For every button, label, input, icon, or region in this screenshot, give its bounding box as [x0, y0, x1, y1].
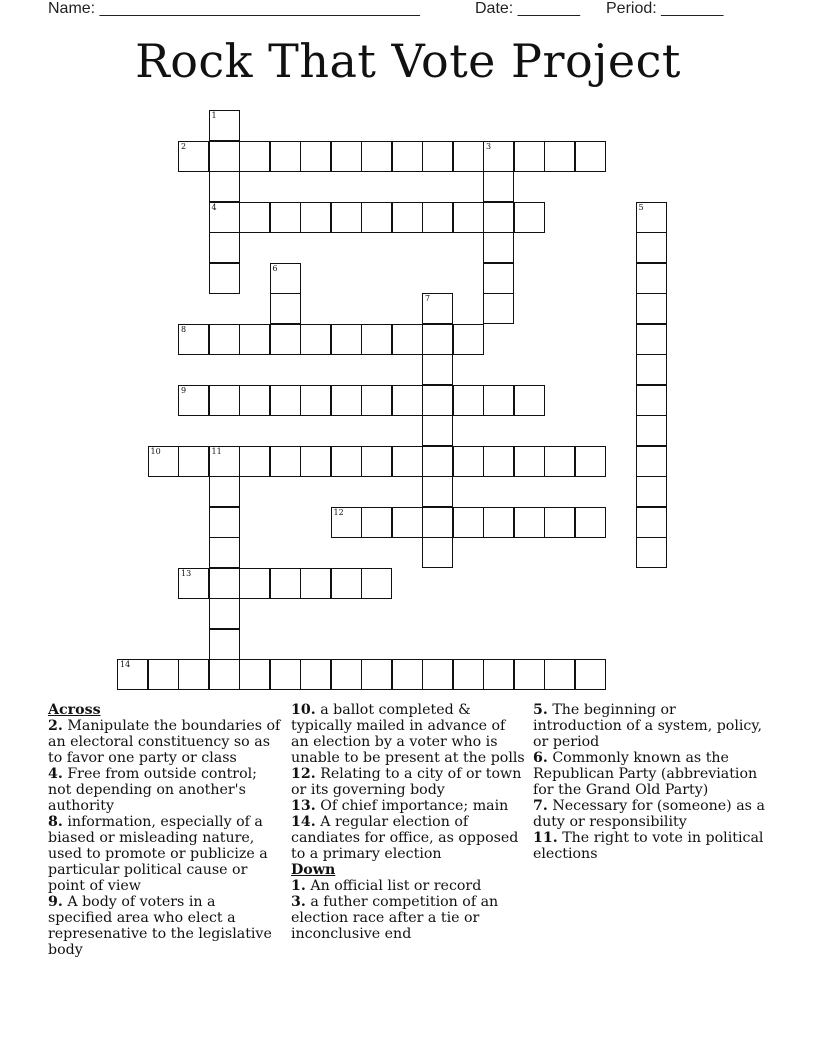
grid-cell[interactable] [178, 324, 209, 355]
clue-number: 8. [48, 814, 63, 830]
down-heading: Down [291, 862, 336, 878]
grid-cell[interactable] [636, 293, 667, 324]
clue-number-label: 14 [120, 660, 131, 669]
clue-number: 2. [48, 718, 63, 734]
grid-cell[interactable] [361, 141, 392, 172]
grid-cell[interactable] [331, 385, 362, 416]
clues-column-2 [291, 702, 527, 942]
clue-number-label: 2 [181, 141, 187, 151]
clue-number-label: 5 [638, 202, 644, 212]
grid-cell[interactable] [392, 324, 423, 355]
grid-cell[interactable] [422, 385, 453, 416]
grid-cell[interactable] [209, 202, 240, 233]
grid-cell[interactable] [331, 446, 362, 477]
grid-cell[interactable] [483, 385, 514, 416]
grid-cell[interactable] [209, 446, 240, 477]
clue-text: Free from outside control; not depending on another's authority [48, 766, 257, 814]
grid-cell[interactable] [178, 568, 209, 599]
grid-cell[interactable] [422, 354, 453, 385]
clue-number-label: 6 [272, 263, 278, 273]
grid-cell[interactable] [331, 324, 362, 355]
grid-cell[interactable] [636, 446, 667, 477]
grid-cell[interactable] [575, 141, 606, 172]
grid-cell[interactable] [453, 202, 484, 233]
grid-cell[interactable] [331, 141, 362, 172]
grid-cell[interactable] [422, 446, 453, 477]
grid-cell[interactable] [178, 141, 209, 172]
grid-cell[interactable] [636, 385, 667, 416]
grid-cell[interactable] [270, 568, 301, 599]
clue-number-label: 3 [486, 141, 492, 151]
period-field-label[interactable]: Period: _______ [606, 0, 724, 17]
grid-cell[interactable] [575, 507, 606, 538]
clue-number: 1. [291, 878, 306, 894]
grid-cell[interactable] [392, 446, 423, 477]
grid-cell[interactable] [422, 507, 453, 538]
grid-cell[interactable] [392, 202, 423, 233]
clue-down-5 [533, 702, 769, 750]
clue-text: Manipulate the boundaries of an electoral constituency so as to favor one party or class [48, 718, 281, 766]
grid-cell[interactable] [483, 232, 514, 263]
grid-cell[interactable] [331, 659, 362, 690]
grid-cell[interactable] [544, 659, 575, 690]
grid-cell[interactable] [514, 659, 545, 690]
grid-cell[interactable] [209, 232, 240, 263]
clue-number: 9. [48, 894, 63, 910]
grid-cell[interactable] [514, 202, 545, 233]
grid-cell[interactable] [514, 507, 545, 538]
clue-number: 14. [291, 814, 316, 830]
clue-across-2 [48, 718, 284, 766]
grid-cell[interactable] [483, 202, 514, 233]
grid-cell[interactable] [483, 507, 514, 538]
grid-cell[interactable] [544, 141, 575, 172]
clue-across-14 [291, 814, 527, 862]
clue-text: information, especially of a biased or misleading nature, used to promote or publicize a particular political cause or point of view [48, 814, 268, 894]
clue-text: A regular election of candiates for office, as opposed to a primary election [291, 814, 519, 862]
clue-down-11 [533, 830, 769, 862]
clue-number: 5. [533, 702, 548, 718]
grid-cell[interactable] [270, 293, 301, 324]
grid-cell[interactable] [117, 659, 148, 690]
clue-text: a futher competition of an election race after a tie or inconclusive end [291, 894, 499, 942]
grid-cell[interactable] [239, 141, 270, 172]
grid-cell[interactable] [300, 446, 331, 477]
clue-across-13 [291, 798, 527, 814]
clue-number-label: 8 [181, 324, 187, 334]
grid-cell[interactable] [209, 385, 240, 416]
grid-cell[interactable] [178, 446, 209, 477]
grid-cell[interactable] [544, 507, 575, 538]
grid-cell[interactable] [300, 385, 331, 416]
clue-text: Of chief importance; main [320, 798, 509, 814]
grid-cell[interactable] [239, 568, 270, 599]
grid-cell[interactable] [575, 659, 606, 690]
grid-cell[interactable] [361, 202, 392, 233]
grid-cell[interactable] [361, 385, 392, 416]
grid-cell[interactable] [270, 385, 301, 416]
grid-cell[interactable] [239, 446, 270, 477]
grid-cell[interactable] [636, 537, 667, 568]
grid-cell[interactable] [209, 263, 240, 294]
grid-cell[interactable] [270, 324, 301, 355]
grid-cell[interactable] [239, 202, 270, 233]
clues-column-1 [48, 702, 284, 958]
clue-number: 4. [48, 766, 63, 782]
grid-cell[interactable] [453, 446, 484, 477]
clue-down-6 [533, 750, 769, 798]
grid-cell[interactable] [270, 446, 301, 477]
clue-number-label: 4 [211, 202, 217, 212]
grid-cell[interactable] [483, 171, 514, 202]
name-field-label[interactable]: Name: ____________________________________ [48, 0, 420, 17]
grid-cell[interactable] [209, 171, 240, 202]
grid-cell[interactable] [300, 324, 331, 355]
grid-cell[interactable] [453, 659, 484, 690]
clue-number-label: 10 [150, 446, 161, 456]
clue-down-7 [533, 798, 769, 830]
clue-text: Relating to a city of or town or its governing body [291, 766, 522, 798]
clue-text: The beginning or introduction of a system, policy, or period [533, 702, 762, 750]
clue-number-label: 9 [181, 385, 187, 395]
grid-cell[interactable] [331, 568, 362, 599]
grid-cell[interactable] [483, 293, 514, 324]
grid-cell[interactable] [209, 537, 240, 568]
puzzle-title: Rock That Vote Project [135, 34, 681, 88]
grid-cell[interactable] [209, 568, 240, 599]
grid-cell[interactable] [636, 476, 667, 507]
grid-cell[interactable] [209, 476, 240, 507]
grid-cell[interactable] [209, 141, 240, 172]
grid-cell[interactable] [300, 141, 331, 172]
clue-across-10 [291, 702, 527, 766]
clue-number-label: 7 [425, 294, 431, 303]
grid-cell[interactable] [270, 202, 301, 233]
grid-cell[interactable] [361, 507, 392, 538]
clue-text: A body of voters in a specified area who elect a represenative to the legislative body [48, 894, 272, 958]
grid-cell[interactable] [209, 324, 240, 355]
grid-cell[interactable] [148, 659, 179, 690]
grid-cell[interactable] [392, 507, 423, 538]
grid-cell[interactable] [331, 202, 362, 233]
clue-number: 10. [291, 702, 316, 718]
grid-cell[interactable] [514, 385, 545, 416]
grid-cell[interactable] [636, 354, 667, 385]
clue-text: a ballot completed & typically mailed in advance of an election by a voter who is unable to be present at the polls [291, 702, 525, 766]
grid-cell[interactable] [483, 446, 514, 477]
grid-cell[interactable] [270, 263, 301, 294]
grid-cell[interactable] [422, 141, 453, 172]
grid-cell[interactable] [361, 568, 392, 599]
grid-cell[interactable] [514, 446, 545, 477]
clue-number: 6. [533, 750, 548, 766]
grid-cell[interactable] [422, 202, 453, 233]
clue-down-3 [291, 894, 527, 942]
grid-cell[interactable] [239, 385, 270, 416]
grid-cell[interactable] [453, 507, 484, 538]
grid-cell[interactable] [483, 141, 514, 172]
grid-cell[interactable] [178, 659, 209, 690]
grid-cell[interactable] [422, 537, 453, 568]
date-field-label[interactable]: Date: _______ [475, 0, 580, 17]
grid-cell[interactable] [514, 141, 545, 172]
grid-cell[interactable] [636, 415, 667, 446]
grid-cell[interactable] [392, 385, 423, 416]
clue-number-label: 11 [211, 446, 222, 456]
grid-cell[interactable] [361, 324, 392, 355]
grid-cell[interactable] [209, 507, 240, 538]
clue-text: Necessary for (someone) as a duty or responsibility [533, 798, 765, 830]
grid-cell[interactable] [392, 141, 423, 172]
grid-cell[interactable] [300, 659, 331, 690]
grid-cell[interactable] [300, 568, 331, 599]
grid-cell[interactable] [178, 385, 209, 416]
grid-cell[interactable] [453, 385, 484, 416]
grid-cell[interactable] [636, 202, 667, 233]
clue-across-12 [291, 766, 527, 798]
grid-cell[interactable] [392, 659, 423, 690]
clue-number: 11. [533, 830, 558, 846]
grid-cell[interactable] [483, 263, 514, 294]
clue-text: An official list or record [310, 878, 482, 894]
clue-across-8 [48, 814, 284, 894]
grid-cell[interactable] [148, 446, 179, 477]
grid-cell[interactable] [422, 324, 453, 355]
grid-cell[interactable] [636, 507, 667, 538]
grid-cell[interactable] [544, 446, 575, 477]
grid-cell[interactable] [422, 293, 453, 324]
clue-number: 12. [291, 766, 316, 782]
grid-cell[interactable] [422, 659, 453, 690]
clue-number-label: 13 [181, 568, 192, 578]
clue-number: 3. [291, 894, 306, 910]
grid-cell[interactable] [270, 659, 301, 690]
grid-cell[interactable] [453, 324, 484, 355]
clue-across-9 [48, 894, 284, 958]
grid-cell[interactable] [636, 263, 667, 294]
clue-number-label: 12 [333, 507, 344, 517]
grid-cell[interactable] [483, 659, 514, 690]
grid-cell[interactable] [361, 659, 392, 690]
grid-cell[interactable] [270, 141, 301, 172]
grid-cell[interactable] [575, 446, 606, 477]
grid-cell[interactable] [453, 141, 484, 172]
grid-cell[interactable] [636, 324, 667, 355]
grid-cell[interactable] [209, 659, 240, 690]
clues-column-3 [533, 702, 769, 862]
grid-cell[interactable] [209, 110, 240, 141]
grid-cell[interactable] [300, 202, 331, 233]
grid-cell[interactable] [209, 598, 240, 629]
clue-across-4 [48, 766, 284, 814]
clue-text: The right to vote in political elections [533, 830, 764, 862]
grid-cell[interactable] [239, 324, 270, 355]
clue-text: Commonly known as the Republican Party (abbreviation for the Grand Old Party) [533, 750, 758, 798]
grid-cell[interactable] [361, 446, 392, 477]
grid-cell[interactable] [239, 659, 270, 690]
grid-cell[interactable] [331, 507, 362, 538]
across-heading: Across [48, 702, 101, 718]
clue-number: 13. [291, 798, 316, 814]
clue-down-1 [291, 878, 527, 894]
grid-cell[interactable] [209, 629, 240, 660]
grid-cell[interactable] [636, 232, 667, 263]
grid-cell[interactable] [422, 476, 453, 507]
clue-number-label: 1 [211, 111, 217, 120]
grid-cell[interactable] [422, 415, 453, 446]
clue-number: 7. [533, 798, 548, 814]
